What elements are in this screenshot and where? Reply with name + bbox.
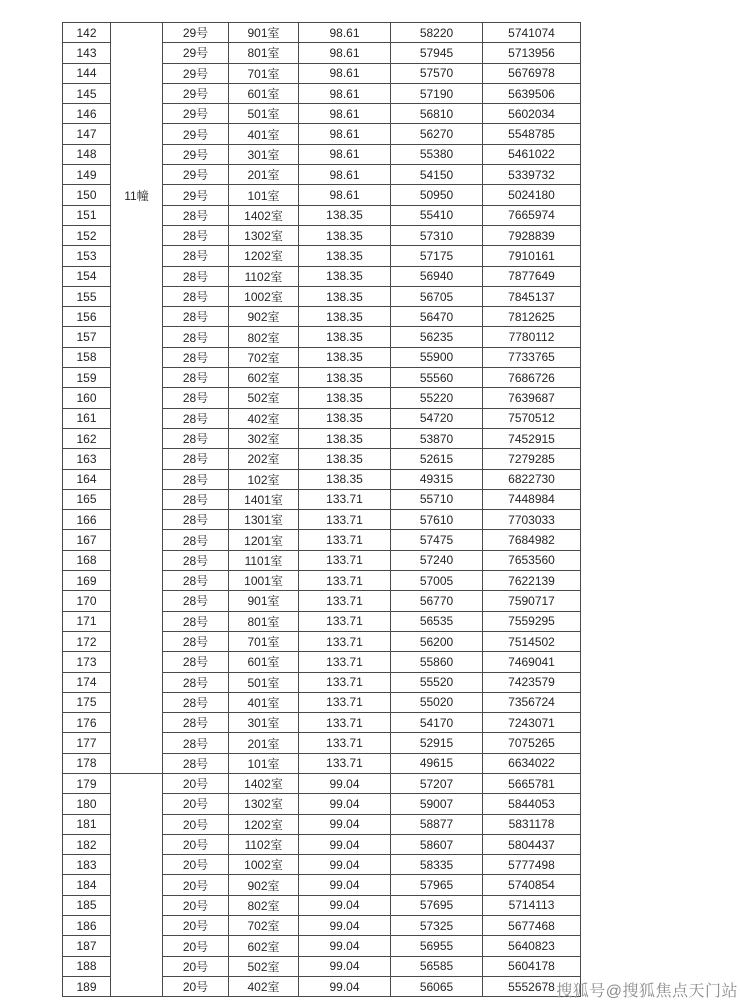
row-number-cell: 178 [63,753,111,773]
unit-price-cell: 57005 [391,571,483,591]
total-price-cell: 7423579 [483,672,581,692]
total-price-cell: 7469041 [483,652,581,672]
total-price-cell: 5548785 [483,124,581,144]
unit-number-cell: 28号 [163,408,229,428]
price-table [62,22,581,997]
total-price-cell: 7686726 [483,368,581,388]
unit-number-cell: 29号 [163,23,229,43]
unit-number-cell: 28号 [163,652,229,672]
area-cell: 133.71 [299,652,391,672]
building-label: 11幢 [124,189,149,203]
unit-price-cell: 55710 [391,489,483,509]
row-number-cell: 189 [63,976,111,996]
total-price-cell: 7639687 [483,388,581,408]
total-price-cell: 5714113 [483,895,581,915]
area-cell: 133.71 [299,753,391,773]
unit-price-cell: 58877 [391,814,483,834]
area-cell: 99.04 [299,855,391,875]
row-number-cell: 172 [63,631,111,651]
unit-number-cell: 20号 [163,976,229,996]
unit-number-cell: 29号 [163,63,229,83]
area-cell: 138.35 [299,428,391,448]
price-table-body [63,23,581,997]
unit-number-cell: 29号 [163,124,229,144]
area-cell: 98.61 [299,83,391,103]
unit-number-cell: 28号 [163,733,229,753]
room-number-cell: 1301室 [229,510,299,530]
unit-price-cell: 57175 [391,246,483,266]
row-number-cell: 153 [63,246,111,266]
unit-price-cell: 57207 [391,773,483,793]
unit-price-cell: 58220 [391,23,483,43]
unit-price-cell: 57240 [391,550,483,570]
room-number-cell: 702室 [229,916,299,936]
room-number-cell: 501室 [229,104,299,124]
row-number-cell: 186 [63,916,111,936]
row-number-cell: 162 [63,428,111,448]
total-price-cell: 5461022 [483,144,581,164]
row-number-cell: 169 [63,571,111,591]
row-number-cell: 164 [63,469,111,489]
room-number-cell: 802室 [229,327,299,347]
unit-number-cell: 28号 [163,347,229,367]
total-price-cell: 5552678 [483,976,581,996]
unit-number-cell: 28号 [163,611,229,631]
unit-price-cell: 49615 [391,753,483,773]
row-number-cell: 151 [63,205,111,225]
total-price-cell: 5844053 [483,794,581,814]
row-number-cell: 152 [63,225,111,245]
row-number-cell: 155 [63,286,111,306]
total-price-cell: 7703033 [483,510,581,530]
total-price-cell: 7559295 [483,611,581,631]
row-number-cell: 173 [63,652,111,672]
area-cell: 99.04 [299,895,391,915]
room-number-cell: 502室 [229,956,299,976]
row-number-cell: 170 [63,591,111,611]
area-cell: 133.71 [299,611,391,631]
area-cell: 98.61 [299,63,391,83]
area-cell: 99.04 [299,875,391,895]
room-number-cell: 1401室 [229,489,299,509]
row-number-cell: 149 [63,165,111,185]
unit-price-cell: 56770 [391,591,483,611]
row-number-cell: 187 [63,936,111,956]
room-number-cell: 502室 [229,388,299,408]
unit-number-cell: 20号 [163,936,229,956]
room-number-cell: 101室 [229,753,299,773]
total-price-cell: 7928839 [483,225,581,245]
row-number-cell: 177 [63,733,111,753]
unit-number-cell: 28号 [163,692,229,712]
total-price-cell: 7590717 [483,591,581,611]
area-cell: 98.61 [299,185,391,205]
room-number-cell: 702室 [229,347,299,367]
unit-price-cell: 57610 [391,510,483,530]
row-number-cell: 176 [63,713,111,733]
unit-number-cell: 28号 [163,205,229,225]
room-number-cell: 701室 [229,63,299,83]
unit-price-cell: 52915 [391,733,483,753]
row-number-cell: 160 [63,388,111,408]
table-row [63,773,581,793]
unit-number-cell: 28号 [163,388,229,408]
unit-price-cell: 50950 [391,185,483,205]
unit-price-cell: 54150 [391,165,483,185]
total-price-cell: 6634022 [483,753,581,773]
area-cell: 98.61 [299,23,391,43]
total-price-cell: 7452915 [483,428,581,448]
row-number-cell: 148 [63,144,111,164]
room-number-cell: 902室 [229,307,299,327]
unit-number-cell: 28号 [163,469,229,489]
area-cell: 138.35 [299,347,391,367]
unit-number-cell: 28号 [163,246,229,266]
row-number-cell: 171 [63,611,111,631]
area-cell: 98.61 [299,144,391,164]
unit-price-cell: 58607 [391,834,483,854]
row-number-cell: 174 [63,672,111,692]
total-price-cell: 7279285 [483,449,581,469]
unit-price-cell: 58335 [391,855,483,875]
total-price-cell: 7780112 [483,327,581,347]
unit-number-cell: 20号 [163,794,229,814]
row-number-cell: 150 [63,185,111,205]
unit-price-cell: 56200 [391,631,483,651]
total-price-cell: 7684982 [483,530,581,550]
row-number-cell: 163 [63,449,111,469]
area-cell: 138.35 [299,327,391,347]
area-cell: 138.35 [299,408,391,428]
total-price-cell: 7877649 [483,266,581,286]
unit-price-cell: 54170 [391,713,483,733]
unit-number-cell: 29号 [163,165,229,185]
total-price-cell: 5640823 [483,936,581,956]
room-number-cell: 402室 [229,976,299,996]
total-price-cell: 7243071 [483,713,581,733]
area-cell: 98.61 [299,124,391,144]
row-number-cell: 185 [63,895,111,915]
area-cell: 133.71 [299,672,391,692]
unit-price-cell: 56235 [391,327,483,347]
unit-number-cell: 28号 [163,428,229,448]
unit-price-cell: 49315 [391,469,483,489]
total-price-cell: 5740854 [483,875,581,895]
unit-number-cell: 28号 [163,672,229,692]
unit-number-cell: 28号 [163,530,229,550]
unit-price-cell: 52615 [391,449,483,469]
area-cell: 138.35 [299,469,391,489]
room-number-cell: 1102室 [229,266,299,286]
unit-price-cell: 56810 [391,104,483,124]
unit-number-cell: 29号 [163,104,229,124]
unit-number-cell: 28号 [163,225,229,245]
total-price-cell: 5713956 [483,43,581,63]
total-price-cell: 5677468 [483,916,581,936]
area-cell: 133.71 [299,591,391,611]
unit-price-cell: 56940 [391,266,483,286]
area-cell: 138.35 [299,286,391,306]
area-cell: 138.35 [299,266,391,286]
total-price-cell: 5339732 [483,165,581,185]
area-cell: 133.71 [299,550,391,570]
row-number-cell: 188 [63,956,111,976]
unit-price-cell: 59007 [391,794,483,814]
row-number-cell: 142 [63,23,111,43]
room-number-cell: 101室 [229,185,299,205]
unit-price-cell: 55560 [391,368,483,388]
unit-number-cell: 28号 [163,266,229,286]
row-number-cell: 158 [63,347,111,367]
room-number-cell: 501室 [229,672,299,692]
unit-number-cell: 28号 [163,713,229,733]
building-cell [111,23,163,774]
area-cell: 138.35 [299,246,391,266]
unit-number-cell: 28号 [163,550,229,570]
unit-number-cell: 29号 [163,144,229,164]
unit-number-cell: 29号 [163,43,229,63]
row-number-cell: 168 [63,550,111,570]
total-price-cell: 7075265 [483,733,581,753]
room-number-cell: 1302室 [229,794,299,814]
unit-price-cell: 55380 [391,144,483,164]
building-cell [111,773,163,996]
area-cell: 99.04 [299,976,391,996]
row-number-cell: 180 [63,794,111,814]
room-number-cell: 1002室 [229,286,299,306]
area-cell: 133.71 [299,631,391,651]
total-price-cell: 7622139 [483,571,581,591]
area-cell: 133.71 [299,489,391,509]
room-number-cell: 302室 [229,428,299,448]
row-number-cell: 154 [63,266,111,286]
room-number-cell: 1001室 [229,571,299,591]
unit-price-cell: 57965 [391,875,483,895]
total-price-cell: 7845137 [483,286,581,306]
area-cell: 99.04 [299,773,391,793]
unit-number-cell: 28号 [163,591,229,611]
unit-price-cell: 56955 [391,936,483,956]
unit-number-cell: 20号 [163,855,229,875]
area-cell: 99.04 [299,916,391,936]
row-number-cell: 144 [63,63,111,83]
room-number-cell: 1101室 [229,550,299,570]
area-cell: 138.35 [299,388,391,408]
unit-number-cell: 28号 [163,571,229,591]
area-cell: 99.04 [299,794,391,814]
area-cell: 98.61 [299,43,391,63]
unit-price-cell: 56535 [391,611,483,631]
total-price-cell: 7653560 [483,550,581,570]
unit-number-cell: 28号 [163,510,229,530]
row-number-cell: 165 [63,489,111,509]
room-number-cell: 802室 [229,895,299,915]
total-price-cell: 7812625 [483,307,581,327]
room-number-cell: 1402室 [229,205,299,225]
area-cell: 99.04 [299,834,391,854]
area-cell: 133.71 [299,530,391,550]
room-number-cell: 1002室 [229,855,299,875]
table-row [63,23,581,43]
room-number-cell: 401室 [229,124,299,144]
room-number-cell: 701室 [229,631,299,651]
total-price-cell: 5024180 [483,185,581,205]
room-number-cell: 801室 [229,611,299,631]
total-price-cell: 7910161 [483,246,581,266]
row-number-cell: 179 [63,773,111,793]
row-number-cell: 161 [63,408,111,428]
total-price-cell: 7514502 [483,631,581,651]
unit-price-cell: 56470 [391,307,483,327]
room-number-cell: 901室 [229,591,299,611]
unit-price-cell: 56705 [391,286,483,306]
area-cell: 133.71 [299,510,391,530]
unit-price-cell: 56270 [391,124,483,144]
area-cell: 98.61 [299,165,391,185]
total-price-cell: 5741074 [483,23,581,43]
total-price-cell: 5676978 [483,63,581,83]
row-number-cell: 159 [63,368,111,388]
room-number-cell: 1202室 [229,246,299,266]
total-price-cell: 5604178 [483,956,581,976]
area-cell: 138.35 [299,307,391,327]
total-price-cell: 5639506 [483,83,581,103]
room-number-cell: 201室 [229,733,299,753]
unit-price-cell: 55220 [391,388,483,408]
room-number-cell: 601室 [229,652,299,672]
total-price-cell: 7570512 [483,408,581,428]
total-price-cell: 5831178 [483,814,581,834]
room-number-cell: 202室 [229,449,299,469]
unit-price-cell: 57325 [391,916,483,936]
room-number-cell: 301室 [229,713,299,733]
unit-price-cell: 55020 [391,692,483,712]
area-cell: 138.35 [299,205,391,225]
unit-price-cell: 56585 [391,956,483,976]
unit-number-cell: 20号 [163,875,229,895]
room-number-cell: 1402室 [229,773,299,793]
unit-price-cell: 57190 [391,83,483,103]
room-number-cell: 801室 [229,43,299,63]
row-number-cell: 183 [63,855,111,875]
area-cell: 99.04 [299,936,391,956]
room-number-cell: 402室 [229,408,299,428]
room-number-cell: 1201室 [229,530,299,550]
row-number-cell: 175 [63,692,111,712]
row-number-cell: 145 [63,83,111,103]
room-number-cell: 902室 [229,875,299,895]
unit-number-cell: 20号 [163,956,229,976]
unit-price-cell: 55860 [391,652,483,672]
unit-number-cell: 28号 [163,631,229,651]
unit-number-cell: 20号 [163,916,229,936]
unit-number-cell: 29号 [163,83,229,103]
unit-price-cell: 57475 [391,530,483,550]
unit-price-cell: 57945 [391,43,483,63]
total-price-cell: 7448984 [483,489,581,509]
area-cell: 138.35 [299,449,391,469]
row-number-cell: 146 [63,104,111,124]
row-number-cell: 157 [63,327,111,347]
unit-price-cell: 54720 [391,408,483,428]
room-number-cell: 602室 [229,368,299,388]
room-number-cell: 602室 [229,936,299,956]
unit-price-cell: 53870 [391,428,483,448]
area-cell: 133.71 [299,713,391,733]
room-number-cell: 1202室 [229,814,299,834]
row-number-cell: 166 [63,510,111,530]
area-cell: 133.71 [299,733,391,753]
area-cell: 99.04 [299,814,391,834]
area-cell: 99.04 [299,956,391,976]
total-price-cell: 7665974 [483,205,581,225]
unit-number-cell: 20号 [163,834,229,854]
room-number-cell: 102室 [229,469,299,489]
unit-number-cell: 28号 [163,368,229,388]
watermark: 搜狐号@搜狐焦点天门站 [556,983,738,1000]
unit-price-cell: 55410 [391,205,483,225]
unit-price-cell: 56065 [391,976,483,996]
row-number-cell: 143 [63,43,111,63]
total-price-cell: 5777498 [483,855,581,875]
row-number-cell: 181 [63,814,111,834]
room-number-cell: 301室 [229,144,299,164]
unit-number-cell: 28号 [163,489,229,509]
room-number-cell: 201室 [229,165,299,185]
unit-number-cell: 28号 [163,327,229,347]
unit-number-cell: 29号 [163,185,229,205]
room-number-cell: 1302室 [229,225,299,245]
total-price-cell: 5602034 [483,104,581,124]
area-cell: 98.61 [299,104,391,124]
row-number-cell: 167 [63,530,111,550]
row-number-cell: 156 [63,307,111,327]
row-number-cell: 184 [63,875,111,895]
room-number-cell: 601室 [229,83,299,103]
unit-price-cell: 55520 [391,672,483,692]
total-price-cell: 7356724 [483,692,581,712]
unit-price-cell: 57695 [391,895,483,915]
area-cell: 138.35 [299,368,391,388]
area-cell: 138.35 [299,225,391,245]
row-number-cell: 182 [63,834,111,854]
unit-number-cell: 28号 [163,286,229,306]
total-price-cell: 7733765 [483,347,581,367]
total-price-cell: 5804437 [483,834,581,854]
unit-price-cell: 57570 [391,63,483,83]
room-number-cell: 901室 [229,23,299,43]
unit-number-cell: 20号 [163,895,229,915]
unit-number-cell: 28号 [163,753,229,773]
unit-price-cell: 57310 [391,225,483,245]
unit-number-cell: 20号 [163,814,229,834]
unit-price-cell: 55900 [391,347,483,367]
area-cell: 133.71 [299,571,391,591]
total-price-cell: 6822730 [483,469,581,489]
area-cell: 133.71 [299,692,391,712]
unit-number-cell: 20号 [163,773,229,793]
row-number-cell: 147 [63,124,111,144]
room-number-cell: 401室 [229,692,299,712]
room-number-cell: 1102室 [229,834,299,854]
total-price-cell: 5665781 [483,773,581,793]
unit-number-cell: 28号 [163,449,229,469]
unit-number-cell: 28号 [163,307,229,327]
